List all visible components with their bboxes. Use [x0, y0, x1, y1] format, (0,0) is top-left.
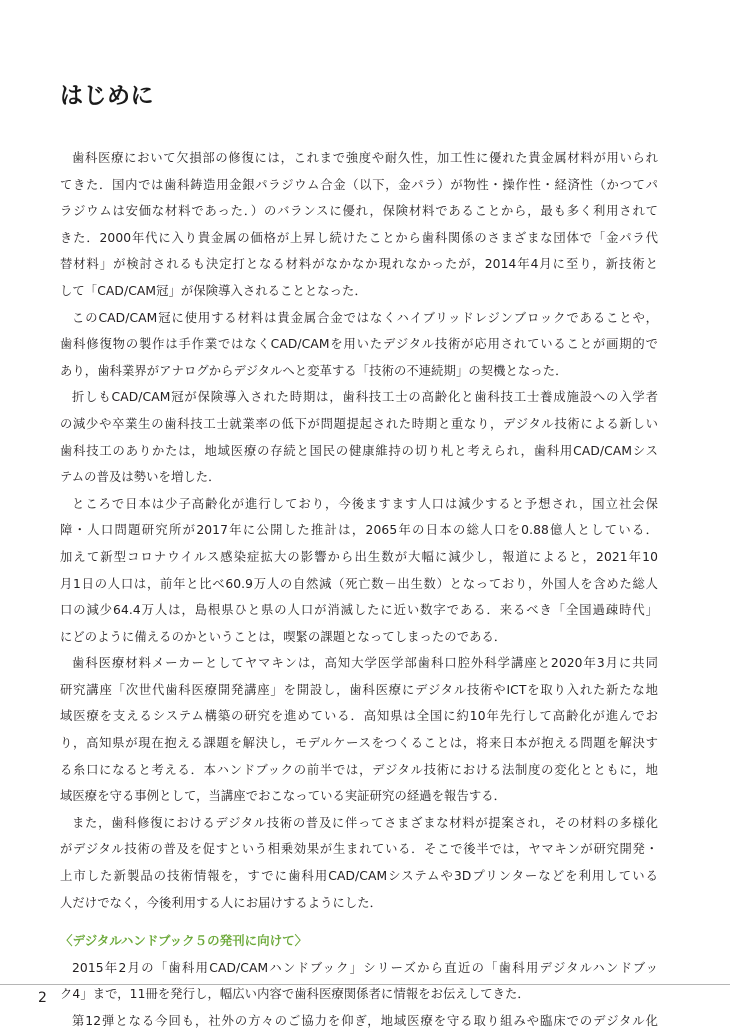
text-line: てきた．国内では歯科鋳造用金銀パラジウム合金（以下，金パラ）が物性・操作性・経済性（かつてパ	[60, 177, 658, 192]
text-line: 域医療を支えるシステム構築の研究を進めている．高知県は全国に約10年先行して高齢化が進んでお	[60, 709, 658, 724]
text-line: あり，歯科業界がアナログからデジタルへと変革する「技術の不連続期」の契機となった．	[60, 363, 568, 378]
text-line: り，高知県が現在抱える課題を解決し，モデルケースをつくることは，将来日本が抱える問題を解決す	[60, 736, 658, 751]
text-line: 歯科医療材料メーカーとしてヤマキンは，高知大学医学部歯科口腔外科学講座と2020年3月に共同	[72, 656, 658, 671]
text-line: 研究講座「次世代歯科医療開発講座」を開設し，歯科医療にデジタル技術やICTを取り入れた新たな地	[60, 682, 658, 697]
text-line: 域医療を守る事例として，当講座でおこなっている実証研究の経過を報告する．	[60, 789, 507, 804]
text-line: 月1日の人口は，前年と比べ60.9万人の自然減（死亡数－出生数）となっており，外国人を含めた総人	[60, 576, 658, 591]
page-number: 2	[38, 990, 47, 1006]
text-line: 歯科修復物の製作は手作業ではなくCAD/CAMを用いたデジタル技術が応用されていることが画期的で	[60, 337, 658, 352]
text-line: きた．2000年代に入り貴金属の価格が上昇し続けたことから歯科関係のさまざまな団体で「金パラ代	[60, 230, 658, 245]
section-paragraphs	[60, 955, 658, 1035]
text-line: 折しもCAD/CAM冠が保険導入された時期は，歯科技工士の高齢化と歯科技工士養成施設への入学者	[72, 390, 658, 405]
page-title: はじめに	[60, 83, 154, 109]
text-line: 2015年2月の「歯科用CAD/CAMハンドブック」シリーズから直近の「歯科用デジタルハンドブッ	[72, 960, 658, 975]
text-line: ラジウムは安価な材料であった．）のバランスに優れ，保険材料であることから，最も多く利用されて	[60, 204, 658, 219]
text-line: また，歯科修復におけるデジタル技術の普及に伴ってさまざまな材料が提案され，その材料の多様化	[72, 815, 658, 830]
text-line: 人だけでなく，今後利用する人にお届けするようにした．	[60, 895, 383, 910]
text-line: 歯科医療において欠損部の修復には，これまで強度や耐久性，加工性に優れた貴金属材料が用いられ	[72, 151, 658, 165]
text-line: の減少や卒業生の歯科技工士就業率の低下が問題提起された時期と重なり，デジタル技術による新しい	[60, 416, 658, 431]
section-subheading: 〈デジタルハンドブック５の発刊に向けて〉	[60, 933, 308, 949]
body-text	[60, 145, 658, 1035]
text-line: 上市した新製品の技術情報を，すでに歯科用CAD/CAMシステムや3Dプリンターなどを利用している	[60, 869, 658, 884]
text-line: ところで日本は少子高齢化が進行しており，今後ますます人口は減少すると予想され，国立社会保	[72, 496, 658, 511]
main-paragraphs	[60, 145, 658, 916]
text-line: 歯科技工のありかたは，地域医療の存続と国民の健康維持の切り札と考えられ，歯科用CAD/CAMシス	[60, 443, 658, 458]
text-line: にどのように備えるのかということは，喫緊の課題となってしまったのである．	[60, 629, 507, 644]
text-line: テムの普及は勢いを増した．	[60, 470, 221, 485]
text-line: 第12弾となる今回も，社外の方々のご協力を仰ぎ，地域医療を守る取り組みや臨床でのデジタル化	[72, 1014, 658, 1028]
footer-rule	[0, 984, 730, 985]
text-line: して「CAD/CAM冠」が保険導入されることとなった．	[60, 283, 367, 298]
text-line: る糸口になると考える．本ハンドブックの前半では，デジタル技術における法制度の変化とともに，地	[60, 762, 658, 777]
text-line: このCAD/CAM冠に使用する材料は貴金属合金ではなくハイブリッドレジンブロックであることや，	[72, 310, 658, 325]
text-line: 口の減少64.4万人は，島根県ひと県の人口が消滅したに近い数字である．来るべき「全国過疎時代」	[60, 603, 658, 618]
text-line: がデジタル技術の普及を促すという相乗効果が生まれている．そこで後半では，ヤマキンが研究開発・	[60, 842, 658, 857]
text-line: 障・人口問題研究所が2017年に公開した推計は，2065年の日本の総人口を0.88億人としている．	[60, 523, 658, 538]
text-line: 加えて新型コロナウイルス感染症拡大の影響から出生数が大幅に減少し，報道によると，2021年10	[60, 549, 658, 564]
text-line: ク4」まで，11冊を発行し，幅広い内容で歯科医療関係者に情報をお伝えしてきた．	[60, 987, 530, 1002]
text-line: 替材料」が検討されるも決定打となる材料がなかなか現れなかったが，2014年4月に至り，新技術と	[60, 257, 658, 272]
